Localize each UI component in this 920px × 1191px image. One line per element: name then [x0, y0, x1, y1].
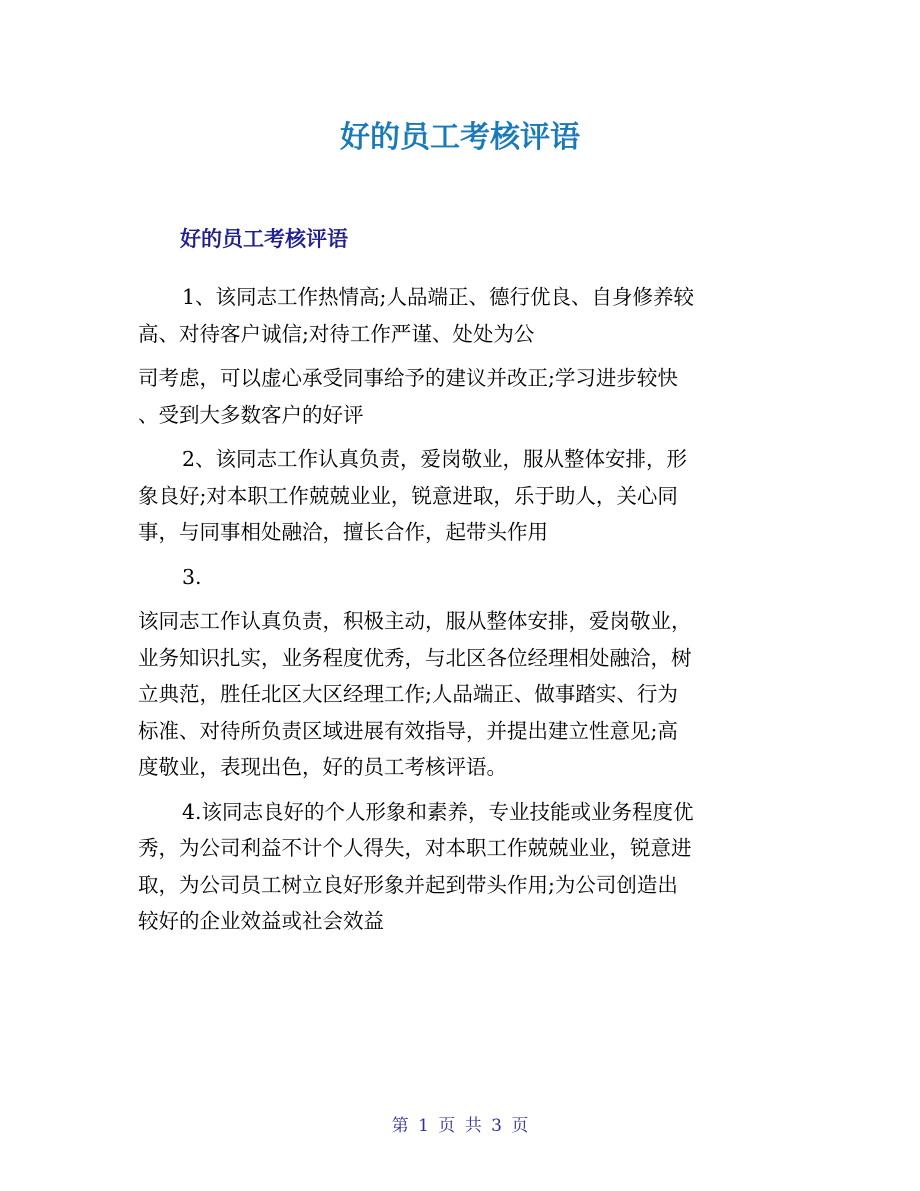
- text-line: 该同志工作认真负责，积极主动，服从整体安排，爱岗敬业，: [138, 609, 692, 633]
- text-line: 4.该同志良好的个人形象和素养，专业技能或业务程度优: [182, 799, 694, 824]
- text-line: 度敬业，表现出色，好的员工考核评语。: [138, 755, 507, 779]
- text-line: 业务知识扎实，业务程度优秀，与北区各位经理相处融洽，树: [138, 645, 692, 670]
- paragraph-6: [138, 794, 786, 940]
- text-line: 2、该同志工作认真负责，爱岗敬业，服从整体安排，形: [182, 447, 688, 471]
- text-line: 取，为公司员工树立良好形象并起到带头作用;为公司创造出: [138, 872, 678, 897]
- text-line: 1、该同志工作热情高;人品端正、德行优良、自身修养较: [182, 285, 694, 309]
- document-body: [138, 279, 786, 948]
- paragraph-4: [138, 559, 786, 596]
- text-line: 较好的企业效益或社会效益: [138, 909, 384, 933]
- text-line: 、受到大多数客户的好评: [138, 402, 364, 427]
- paragraph-1: [138, 279, 786, 352]
- text-line: 秀，为公司利益不计个人得失，对本职工作兢兢业业，锐意进: [138, 836, 692, 860]
- section-heading: 好的员工考核评语: [180, 227, 348, 251]
- text-line: 事，与同事相处融洽，擅长合作，起带头作用: [138, 520, 548, 544]
- text-line: 司考虑，可以虚心承受同事给予的建议并改正;学习进步较快: [138, 366, 678, 390]
- text-line: 3.: [182, 564, 202, 589]
- paragraph-3: [138, 441, 786, 551]
- text-line: 立典范，胜任北区大区经理工作;人品端正、做事踏实、行为: [138, 682, 678, 706]
- paragraph-2: [138, 360, 786, 433]
- text-line: 象良好;对本职工作兢兢业业，锐意进取，乐于助人，关心同: [138, 483, 678, 508]
- text-line: 标准、对待所负责区域进展有效指导，并提出建立性意见;高: [138, 718, 678, 743]
- document-title: 好的员工考核评语: [340, 120, 580, 155]
- paragraph-5: [138, 603, 786, 786]
- page-number-footer: 第 1 页 共 3 页: [391, 1116, 529, 1136]
- text-line: 高、对待客户诚信;对待工作严谨、处处为公: [138, 321, 535, 346]
